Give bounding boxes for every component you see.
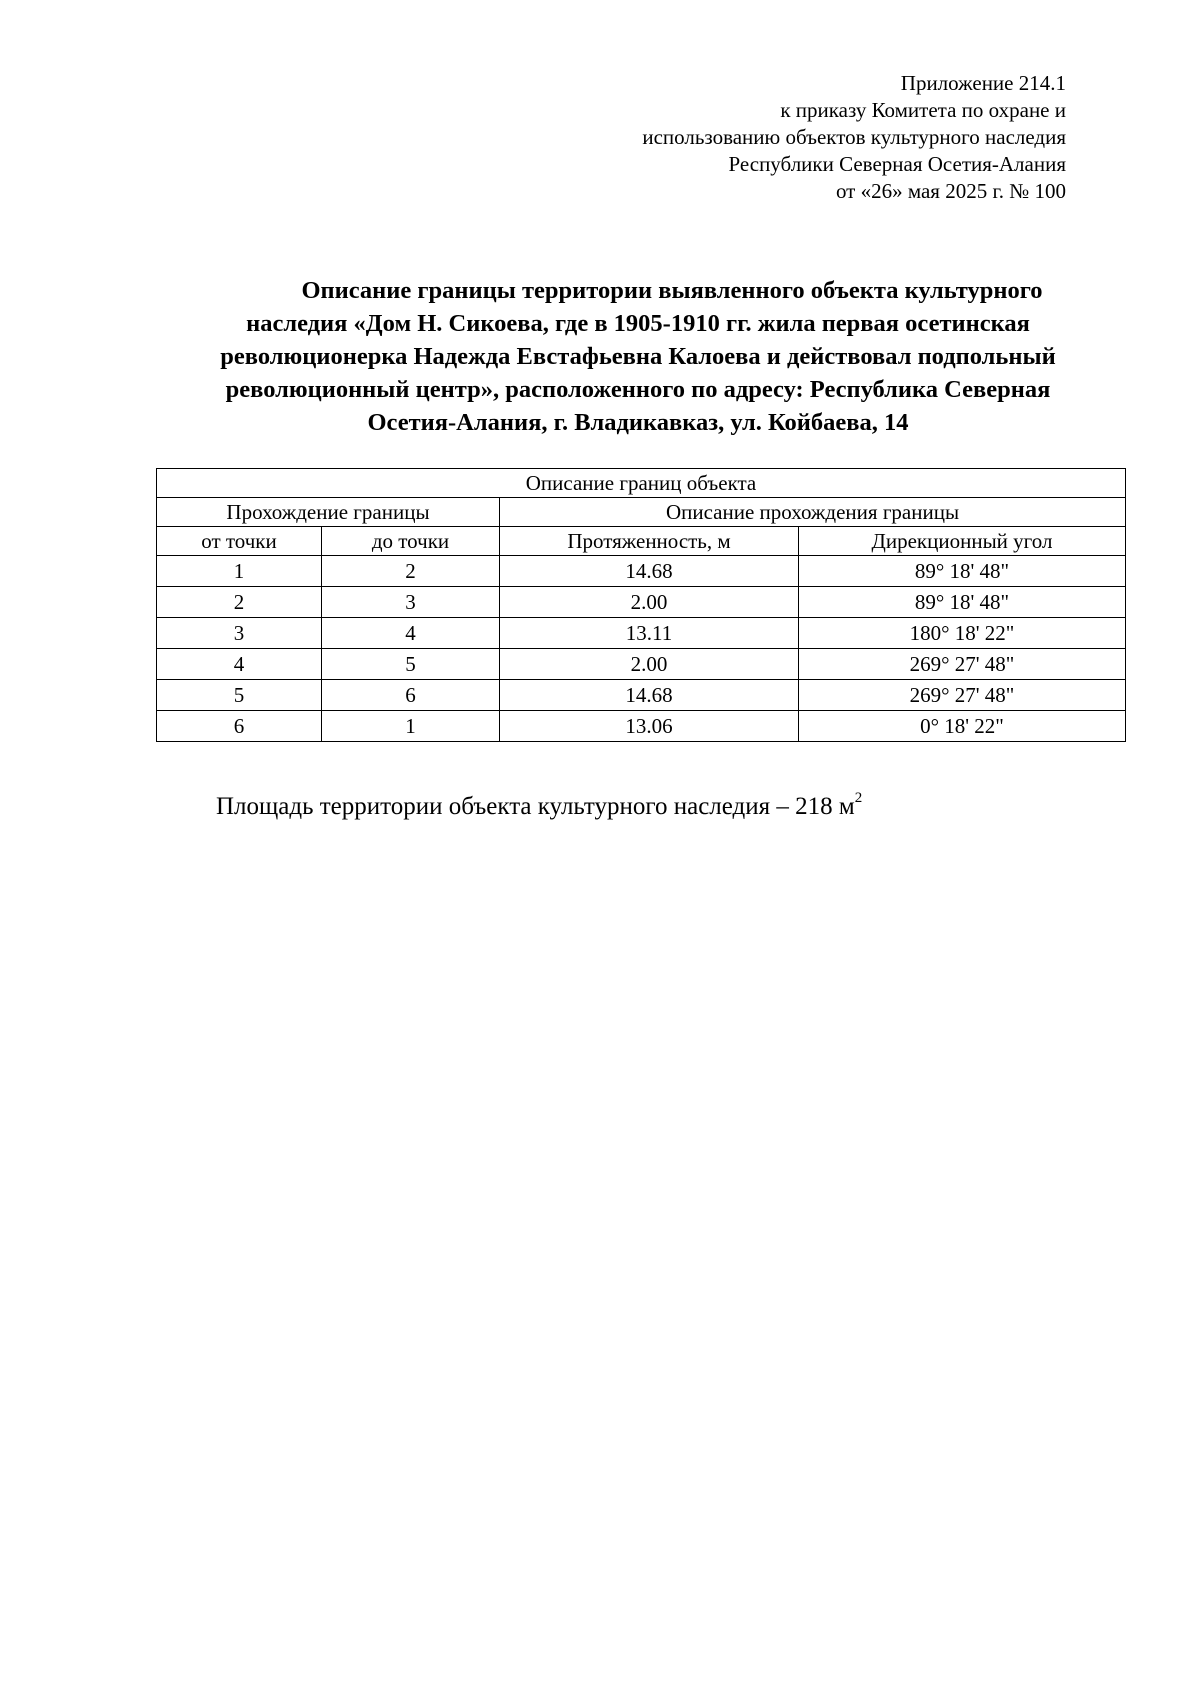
column-header-to: до точки [322,527,500,556]
area-text: Площадь территории объекта культурного наследия – 218 м [216,793,855,820]
table-row [157,649,1126,680]
group-header-passage: Прохождение границы [157,498,500,527]
table-caption-row [157,469,1126,498]
cell-from: 1 [157,556,322,587]
cell-length: 2.00 [500,587,799,618]
cell-to: 5 [322,649,500,680]
table-row [157,680,1126,711]
cell-to: 2 [322,556,500,587]
area-statement [216,782,862,823]
appendix-line: Приложение 214.1 [900,71,1066,95]
cell-from: 6 [157,711,322,742]
title-line: Осетия-Алания, г. Владикавказ, ул. Койбаева, 14 [367,409,909,436]
appendix-header [366,70,1066,205]
table-row [157,556,1126,587]
table-caption: Описание границ объекта [157,469,1126,498]
cell-angle: 0° 18' 22" [799,711,1126,742]
table-row [157,618,1126,649]
cell-to: 4 [322,618,500,649]
cell-angle: 89° 18' 48" [799,587,1126,618]
cell-from: 2 [157,587,322,618]
appendix-line: Республики Северная Осетия-Алания [728,152,1066,176]
appendix-line: использованию объектов культурного наследия [642,125,1066,149]
cell-angle: 269° 27' 48" [799,649,1126,680]
area-unit-superscript: 2 [854,790,863,806]
cell-length: 2.00 [500,649,799,680]
boundary-table [156,468,1126,742]
cell-angle: 269° 27' 48" [799,680,1126,711]
title-line [148,274,1128,307]
table-group-header-row [157,498,1126,527]
cell-length: 14.68 [500,680,799,711]
table-row [157,587,1126,618]
cell-length: 13.06 [500,711,799,742]
cell-angle: 89° 18' 48" [799,556,1126,587]
title-line: наследия «Дом Н. Сикоева, где в 1905-1910 гг. жила первая осетинская [246,310,1030,337]
cell-length: 13.11 [500,618,799,649]
cell-angle: 180° 18' 22" [799,618,1126,649]
cell-to: 3 [322,587,500,618]
table-row [157,711,1126,742]
cell-to: 6 [322,680,500,711]
column-header-from: от точки [157,527,322,556]
appendix-line: от «26» мая 2025 г. № 100 [835,179,1066,203]
column-header-length: Протяженность, м [500,527,799,556]
cell-length: 14.68 [500,556,799,587]
title-line: революционерка Надежда Евстафьевна Калоева и действовал подпольный [220,343,1056,370]
title-line: революционный центр», расположенного по адресу: Республика Северная [225,376,1051,403]
column-header-angle: Дирекционный угол [799,527,1126,556]
cell-to: 1 [322,711,500,742]
cell-from: 4 [157,649,322,680]
document-title [148,274,1128,439]
cell-from: 5 [157,680,322,711]
table-column-header-row [157,527,1126,556]
appendix-line: к приказу Комитета по охране и [780,98,1066,122]
group-header-description: Описание прохождения границы [500,498,1126,527]
cell-from: 3 [157,618,322,649]
title-line-text: Описание границы территории выявленного объекта культурного [301,277,1043,304]
